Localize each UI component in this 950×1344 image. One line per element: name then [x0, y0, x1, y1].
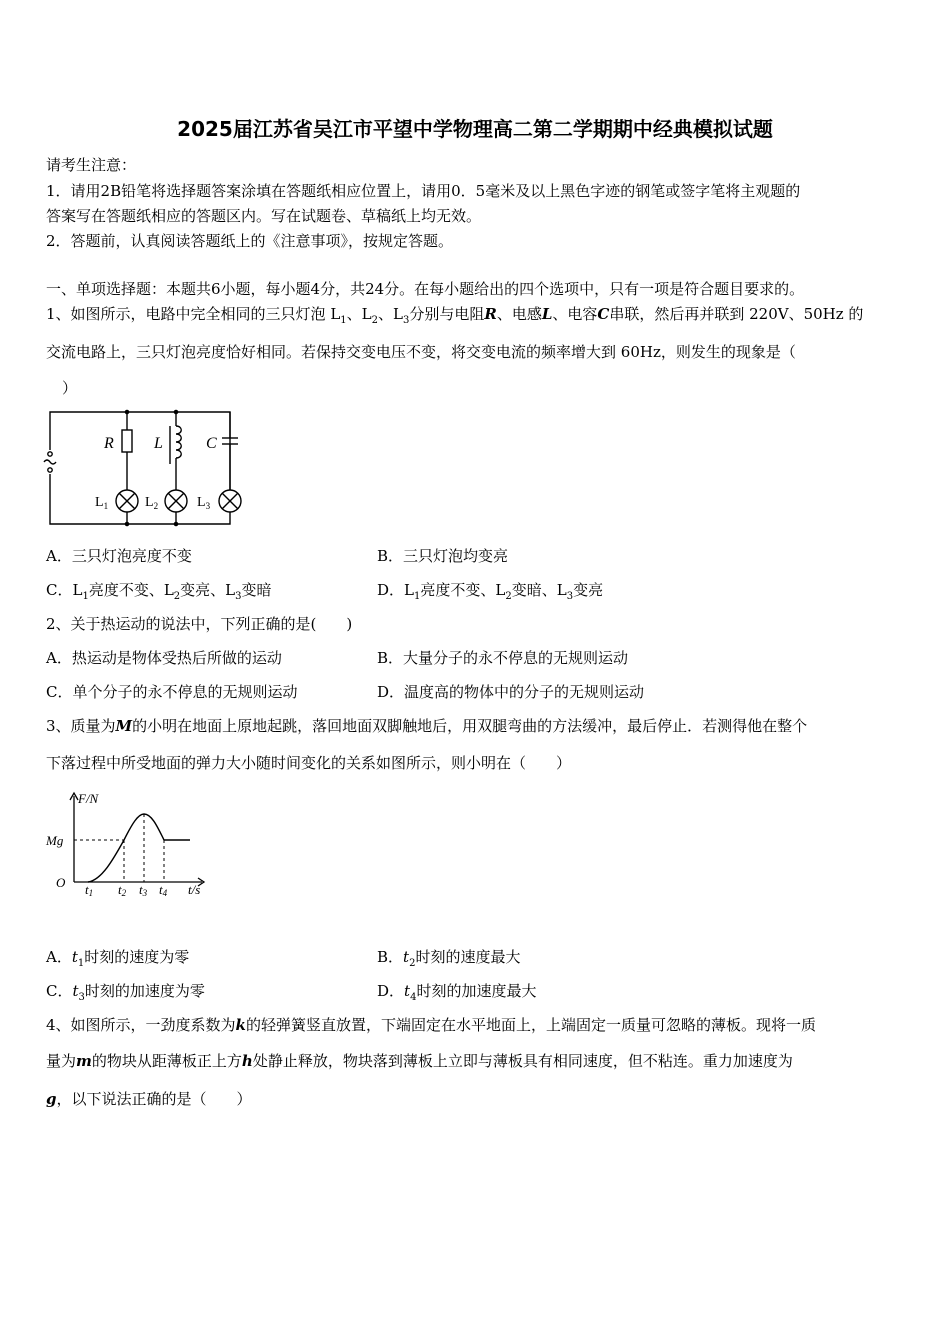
- diagram-label-L: L: [154, 435, 163, 452]
- q4-stem-line1: 4、如图所示，一劲度系数为k的轻弹簧竖直放置，下端固定在水平地面上，上端固定一质量可忽略的薄板。现将一质: [46, 1016, 816, 1034]
- q1-option-d[interactable]: D．$L_1$亮度不变、$L_2$变暗、$L_3$变亮: [377, 581, 604, 602]
- notice-item-2: 2．答题前，认真阅读答题纸上的《注意事项》，按规定答题。: [46, 232, 454, 250]
- graph-x-label: t/s: [188, 882, 201, 897]
- q3-force-graph: [40, 786, 215, 902]
- q1-option-b[interactable]: B．三只灯泡均变亮: [377, 547, 509, 565]
- diagram-label-R: R: [104, 435, 114, 452]
- page-title: 2025届江苏省吴江市平望中学物理高二第二学期期中经典模拟试题: [177, 117, 773, 141]
- q2-option-d[interactable]: D．温度高的物体中的分子的无规则运动: [377, 683, 645, 701]
- notice-item-1-cont: 答案写在答题纸相应的答题区内。写在试题卷、草稿纸上均无效。: [46, 207, 482, 225]
- q2-option-b[interactable]: B．大量分子的永不停息的无规则运动: [377, 649, 629, 667]
- graph-origin: O: [56, 875, 66, 890]
- q2-option-c[interactable]: C．单个分子的永不停息的无规则运动: [46, 683, 298, 701]
- q2-option-a[interactable]: A．热运动是物体受热后所做的运动: [46, 649, 282, 667]
- q1-stem-line1: 1、如图所示，电路中完全相同的三只灯泡 $L_1$、$L_2$、$L_3$分别与电阻R、电感L、电容C串联，然后再并联到 220V、50Hz 的: [46, 305, 864, 326]
- q3-option-c[interactable]: C．$t_3$时刻的加速度为零: [46, 982, 205, 1003]
- notice-heading: 请考生注意：: [46, 156, 137, 174]
- graph-t2: t2: [118, 882, 127, 898]
- q1-stem-line3: ）: [62, 379, 78, 397]
- graph-t4: t4: [159, 882, 168, 898]
- q1-circuit-diagram: [40, 402, 260, 534]
- q1-option-a[interactable]: A．三只灯泡亮度不变: [46, 547, 192, 565]
- q1-option-c[interactable]: C．$L_1$亮度不变、$L_2$变亮、$L_3$变暗: [46, 581, 272, 602]
- q3-stem-line2: 下落过程中所受地面的弹力大小随时间变化的关系如图所示，则小明在（ ）: [46, 754, 572, 772]
- graph-mg-label: Mg: [46, 833, 64, 848]
- diagram-label-C: C: [206, 435, 217, 452]
- q3-option-b[interactable]: B．$t_2$时刻的速度最大: [377, 948, 521, 969]
- q3-option-a[interactable]: A．$t_1$时刻的速度为零: [46, 948, 190, 969]
- q3-option-d[interactable]: D．$t_4$时刻的加速度最大: [377, 982, 537, 1003]
- section-heading: 一、单项选择题：本题共6小题，每小题4分，共24分。在每小题给出的四个选项中，只有一项是符合题目要求的。: [46, 280, 805, 298]
- q3-stem-line1: 3、质量为M的小明在地面上原地起跳，落回地面双脚触地后，用双腿弯曲的方法缓冲，最后停止．若测得他在整个: [46, 717, 808, 735]
- q2-stem: 2、关于热运动的说法中，下列正确的是( ): [46, 615, 353, 633]
- diagram-label-L1: $L_1$: [95, 495, 109, 511]
- q1-stem-line2: 交流电路上，三只灯泡亮度恰好相同。若保持交变电压不变，将交变电流的频率增大到 60Hz，则发生的现象是（: [46, 343, 796, 361]
- graph-t1: t1: [85, 882, 94, 898]
- notice-item-1: 1．请用2B铅笔将选择题答案涂填在答题纸相应位置上，请用0．5毫米及以上黑色字迹的钢笔或签字笔将主观题的: [46, 182, 801, 200]
- diagram-label-L2: $L_2$: [145, 495, 159, 511]
- q4-stem-line2: 量为m的物块从距薄板正上方h处静止释放，物块落到薄板上立即与薄板具有相同速度，但不粘连。重力加速度为: [46, 1052, 793, 1070]
- q4-stem-line3: g，以下说法正确的是（ ）: [46, 1090, 252, 1108]
- graph-y-label: F/N: [78, 791, 99, 806]
- graph-t3: t3: [139, 882, 148, 898]
- diagram-label-L3: $L_3$: [197, 495, 211, 511]
